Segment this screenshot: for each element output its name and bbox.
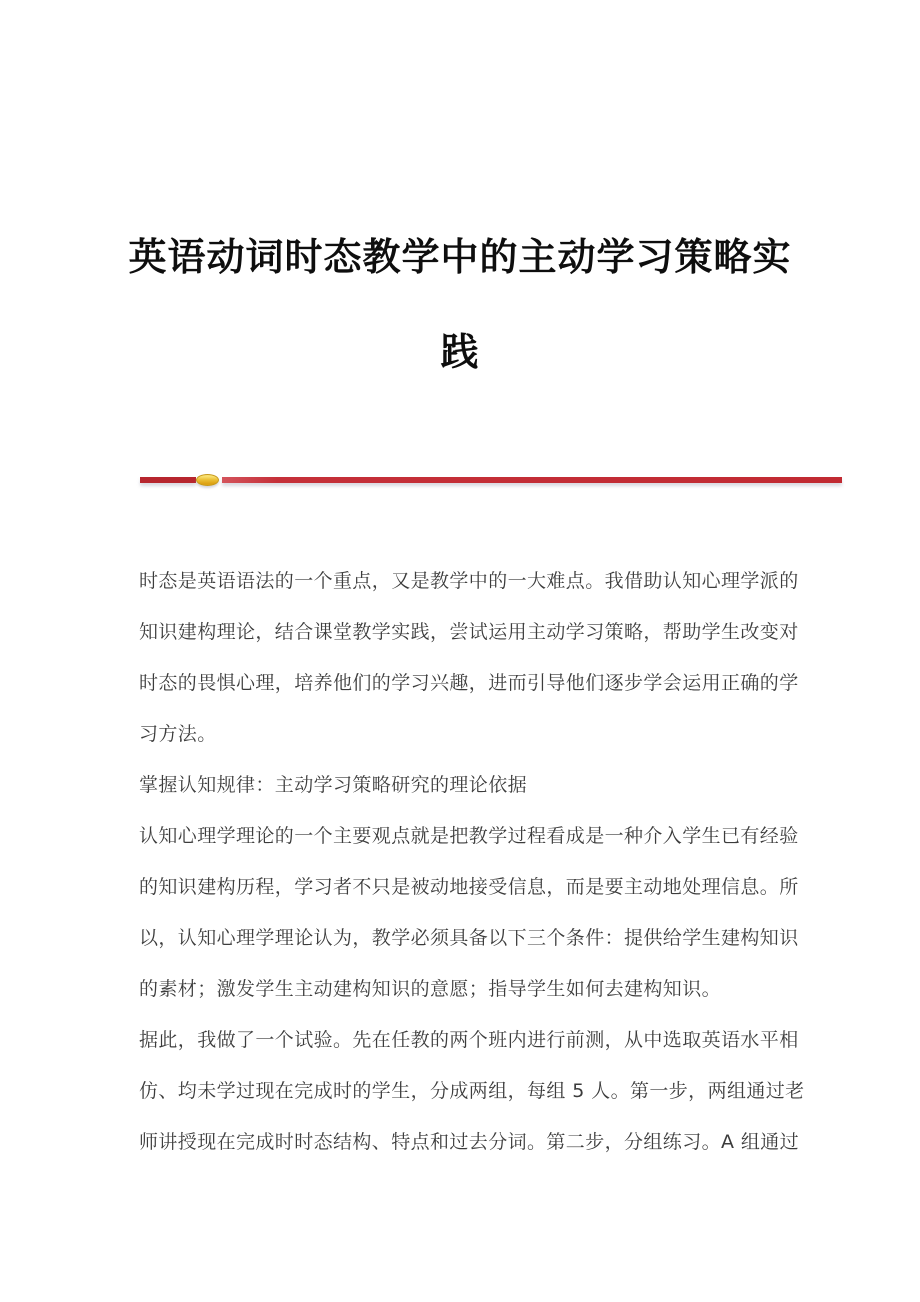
- body-text-line: 时态的畏惧心理，培养他们的学习兴趣，进而引导他们逐步学会运用正确的学: [139, 672, 799, 694]
- body-text-line: 师讲授现在完成时时态结构、特点和过去分词。第二步，分组练习。A 组通过: [139, 1131, 800, 1153]
- body-text-line: 仿、均未学过现在完成时的学生，分成两组，每组 5 人。第一步，两组通过老: [139, 1080, 805, 1102]
- body-text-line: 的知识建构历程，学习者不只是被动地接受信息，而是要主动地处理信息。所: [139, 876, 799, 898]
- body-text-line: 知识建构理论，结合课堂教学实践，尝试运用主动学习策略，帮助学生改变对: [139, 621, 799, 643]
- body-text-line: 据此，我做了一个试验。先在任教的两个班内进行前测，从中选取英语水平相: [139, 1029, 799, 1051]
- divider-left-segment: [140, 477, 196, 483]
- document-title-line1: 英语动词时态教学中的主动学习策略实: [128, 234, 792, 280]
- body-text-line: 认知心理学理论的一个主要观点就是把教学过程看成是一种介入学生已有经验: [139, 825, 799, 847]
- divider-oval-ornament: [196, 474, 219, 486]
- divider: [140, 477, 842, 483]
- body-text-line: 以，认知心理学理论认为，教学必须具备以下三个条件：提供给学生建构知识: [139, 927, 799, 949]
- document-title-line2: 践: [440, 329, 480, 375]
- document-title: [0, 209, 920, 399]
- body-text-line: 的素材；激发学生主动建构知识的意愿；指导学生如何去建构知识。: [139, 978, 722, 1000]
- body-text-line: 习方法。: [139, 723, 217, 745]
- section-heading-line: 掌握认知规律：主动学习策略研究的理论依据: [139, 774, 528, 796]
- document-body: [139, 556, 805, 1168]
- divider-right-segment: [222, 477, 842, 483]
- body-text-line: 时态是英语语法的一个重点，又是教学中的一大难点。我借助认知心理学派的: [139, 570, 799, 592]
